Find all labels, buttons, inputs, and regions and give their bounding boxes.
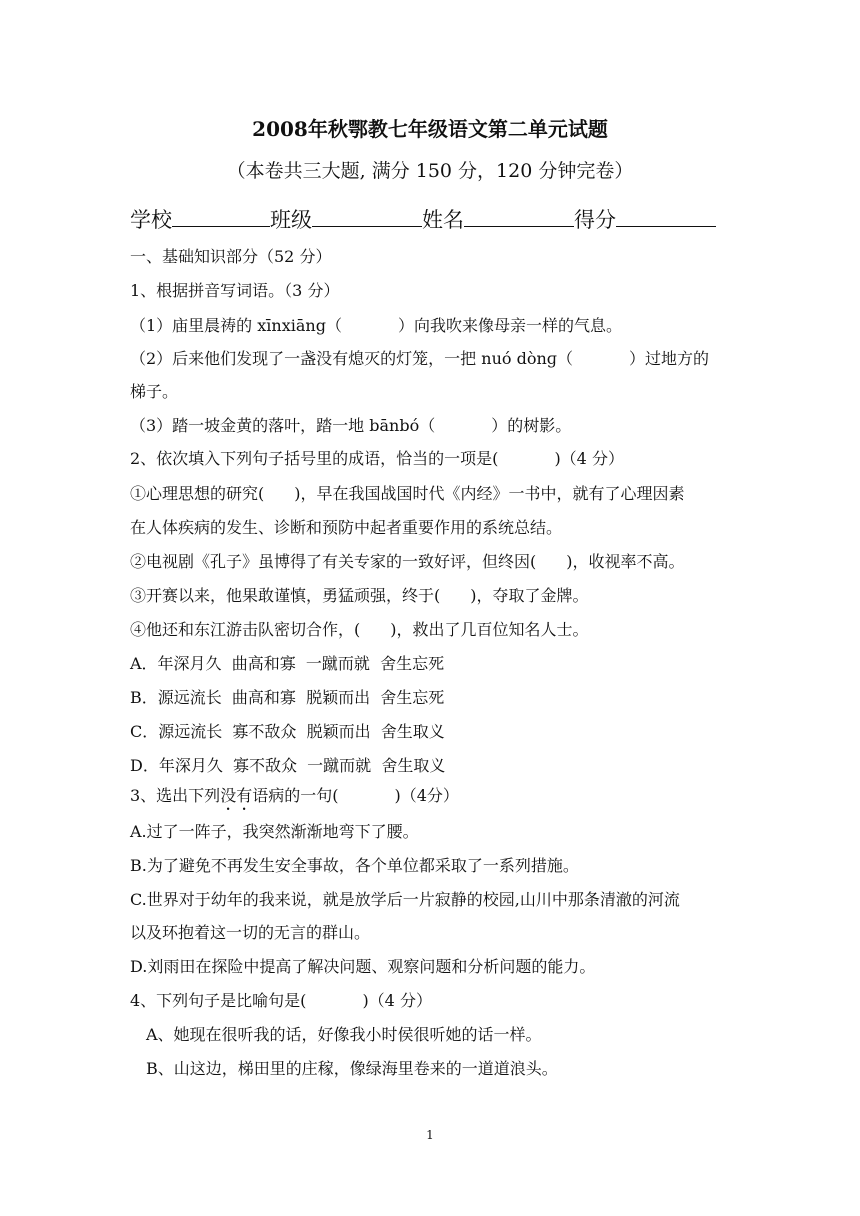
question-3-heading: 3、选出下列没有语病的一句( )（4分） [130, 786, 459, 805]
question-3-option-c-cont: 以及环抱着这一切的无言的群山。 [130, 923, 371, 942]
emphasized-text: 没有 [220, 786, 253, 805]
question-2-option-c: C．源远流长 寡不敌众 脱颖而出 舍生取义 [130, 722, 445, 741]
question-1-item-2-cont: 梯子。 [130, 382, 179, 401]
question-4-option-a: A、她现在很听我的话，好像我小时侯很听她的话一样。 [146, 1025, 542, 1044]
question-2-sentence-2: ②电视剧《孔子》虽博得了有关专家的一致好评，但终因( )，收视率不高。 [130, 552, 685, 571]
question-2-option-b: B．源远流长 曲高和寡 脱颖而出 舍生忘死 [130, 688, 445, 707]
question-3-option-b: B.为了避免不再发生安全事故，各个单位都采取了一系列措施。 [130, 856, 579, 875]
question-2-sentence-1: ①心理思想的研究( )，早在我国战国时代《内经》一书中，就有了心理因素 [130, 484, 685, 503]
school-blank[interactable] [172, 204, 270, 227]
score-label: 得分 [574, 208, 616, 232]
question-2-sentence-1-cont: 在人体疾病的发生、诊断和预防中起者重要作用的系统总结。 [130, 518, 563, 537]
name-label: 姓名 [422, 208, 464, 232]
page-subtitle: （本卷共三大题, 满分 150 分，120 分钟完卷） [226, 160, 634, 182]
question-2-option-a: A．年深月久 曲高和寡 一蹴而就 舍生忘死 [130, 654, 445, 673]
school-label: 学校 [130, 208, 172, 232]
question-2-heading: 2、依次填入下列句子括号里的成语，恰当的一项是( )（4 分） [130, 449, 624, 468]
question-1-item-3: （3）踏一坡金黄的落叶，踏一地 bānbó（ ）的树影。 [130, 416, 572, 435]
question-2-option-d: D．年深月久 寡不敌众 一蹴而就 舍生取义 [130, 756, 446, 775]
question-4-heading: 4、下列句子是比喻句是( )（4 分） [130, 991, 432, 1010]
score-blank[interactable] [616, 204, 716, 227]
student-info-fields [130, 204, 716, 234]
question-1-item-2: （2）后来他们发现了一盏没有熄灭的灯笼，一把 nuó dònɡ（ ）过地方的 [130, 349, 710, 368]
question-3-option-d: D.刘雨田在探险中提高了解决问题、观察问题和分析问题的能力。 [130, 957, 596, 976]
question-2-sentence-4: ④他还和东江游击队密切合作，( )，救出了几百位知名人士。 [130, 620, 589, 639]
page-number: 1 [426, 1128, 434, 1142]
section-heading: 一、基础知识部分（52 分） [130, 247, 332, 266]
name-blank[interactable] [464, 204, 574, 227]
class-label: 班级 [270, 208, 312, 232]
question-1-heading: 1、根据拼音写词语。（3 分） [130, 281, 340, 300]
question-3-option-c: C.世界对于幼年的我来说，就是放学后一片寂静的校园,山川中那条清澈的河流 [130, 890, 680, 909]
question-2-sentence-3: ③开赛以来，他果敢谨慎，勇猛顽强，终于( )，夺取了金牌。 [130, 586, 589, 605]
question-4-option-b: B、山这边，梯田里的庄稼，像绿海里卷来的一道道浪头。 [146, 1059, 558, 1078]
page-title: 2008年秋鄂教七年级语文第二单元试题 [252, 117, 608, 141]
question-1-item-1: （1）庙里晨祷的 xīnxiāng（ ）向我吹来像母亲一样的气息。 [130, 316, 622, 335]
class-blank[interactable] [312, 204, 422, 227]
question-3-option-a: A.过了一阵子，我突然渐渐地弯下了腰。 [130, 822, 419, 841]
